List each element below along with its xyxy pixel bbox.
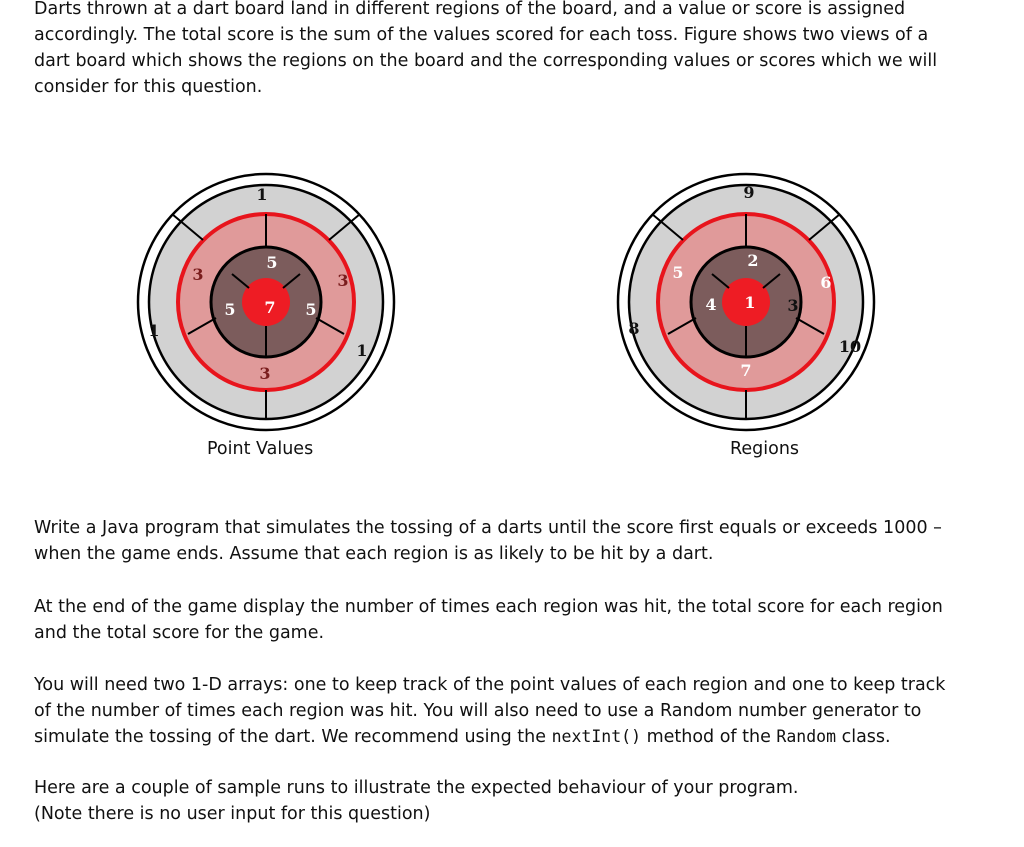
sample-line: Here are a couple of sample runs to illustrate the expected behaviour of your program. <box>34 778 799 798</box>
label-inner-left: 5 <box>224 300 236 319</box>
arrays-line: of the number of times each region was hit. You will also need to use a Random number generator to <box>34 701 922 721</box>
label-inner-top: 5 <box>266 253 278 272</box>
arrays-line3-prefix: simulate the tossing of the dart. We recommend using the <box>34 727 552 747</box>
label-middle-right: 6 <box>820 273 832 292</box>
end-line: At the end of the game display the number of times each region was hit, the total score for each region <box>34 597 943 617</box>
end-paragraph <box>34 594 994 646</box>
label-middle-left: 3 <box>192 265 204 284</box>
sample-line: (Note there is no user input for this question) <box>34 804 431 824</box>
label-outer-left: 1 <box>148 321 160 340</box>
regions-dartboard <box>610 180 890 430</box>
label-inner-top: 2 <box>747 251 759 270</box>
intro-line: dart board which shows the regions on the board and the corresponding values or scores which we will <box>34 51 938 71</box>
point-values-caption: Point Values <box>207 439 314 459</box>
label-inner-right: 3 <box>787 296 799 315</box>
arrays-paragraph <box>34 672 994 750</box>
task-line: when the game ends. Assume that each region is as likely to be hit by a dart. <box>34 544 714 564</box>
label-outer-left: 8 <box>628 319 640 338</box>
arrays-line: You will need two 1-D arrays: one to keep track of the point values of each region and one to keep track <box>34 675 946 695</box>
intro-line: accordingly. The total score is the sum of the values scored for each toss. Figure shows two views of a <box>34 25 929 45</box>
end-line: and the total score for the game. <box>34 623 325 643</box>
intro-line: Darts thrown at a dart board land in different regions of the board, and a value or score is assigned <box>34 0 906 19</box>
point-values-dartboard <box>132 180 400 430</box>
arrays-line <box>34 724 994 750</box>
arrays-line3-suffix: class. <box>836 727 891 747</box>
label-outer-top: 1 <box>256 185 268 204</box>
label-middle-bottom: 7 <box>740 361 752 380</box>
label-center: 1 <box>744 293 756 312</box>
task-line: Write a Java program that simulates the tossing of a darts until the score first equals or exceeds 1000 – <box>34 518 942 538</box>
task-paragraph <box>34 515 994 567</box>
label-outer-top: 9 <box>743 183 755 202</box>
sample-paragraph <box>34 775 994 827</box>
regions-caption: Regions <box>730 439 800 459</box>
intro-line: consider for this question. <box>34 77 263 97</box>
label-inner-right: 5 <box>305 300 317 319</box>
label-center: 7 <box>264 298 276 317</box>
random-code: Random <box>776 727 837 746</box>
intro-paragraph <box>34 0 994 100</box>
label-middle-bottom: 3 <box>259 364 271 383</box>
label-outer-right: 10 <box>838 337 862 356</box>
arrays-line3-mid: method of the <box>641 727 777 747</box>
label-inner-left: 4 <box>705 295 717 314</box>
label-middle-left: 5 <box>672 263 684 282</box>
label-outer-right: 1 <box>356 341 368 360</box>
label-middle-right: 3 <box>337 271 349 290</box>
nextint-code: nextInt() <box>551 727 641 746</box>
